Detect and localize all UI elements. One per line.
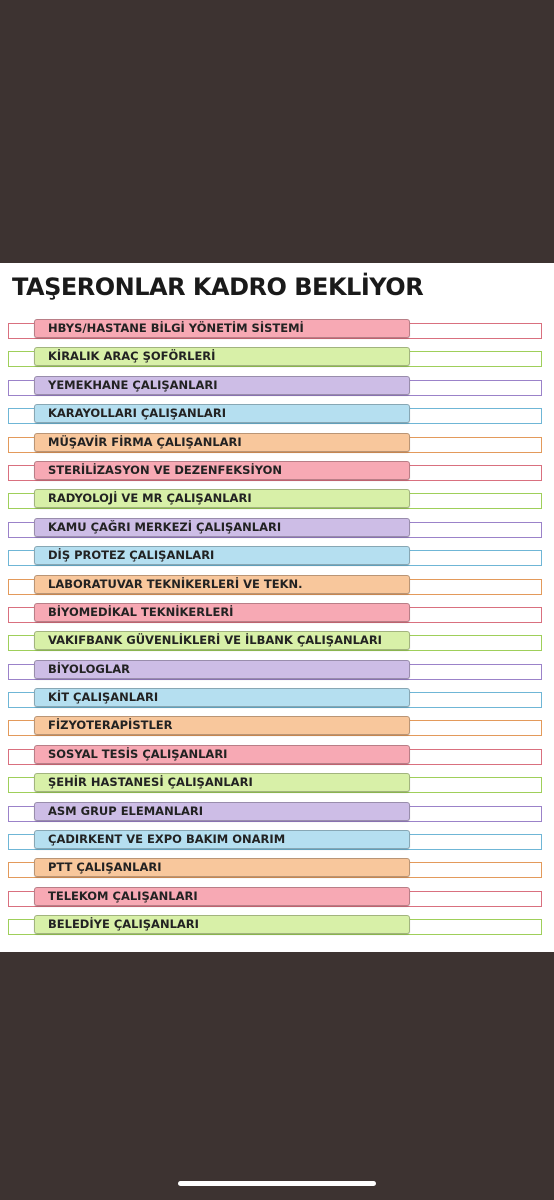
list-item	[0, 911, 554, 939]
item-label: PTT ÇALIŞANLARI	[48, 860, 162, 875]
list-item	[0, 372, 554, 400]
item-label: BİYOMEDİKAL TEKNİKERLERİ	[48, 604, 234, 619]
list-item	[0, 542, 554, 570]
item-label: DİŞ PROTEZ ÇALIŞANLARI	[48, 548, 215, 563]
list-item	[0, 741, 554, 769]
item-label: KAMU ÇAĞRI MERKEZİ ÇALIŞANLARI	[48, 519, 282, 534]
list-item	[0, 826, 554, 854]
item-label: RADYOLOJİ VE MR ÇALIŞANLARI	[48, 491, 252, 506]
list-item	[0, 429, 554, 457]
home-indicator[interactable]	[178, 1181, 376, 1186]
list-item	[0, 400, 554, 428]
list-item	[0, 315, 554, 343]
infographic-image[interactable]	[0, 263, 554, 952]
item-label: ÇADIRKENT VE EXPO BAKIM ONARIM	[48, 832, 286, 847]
item-label: SOSYAL TESİS ÇALIŞANLARI	[48, 746, 228, 761]
item-label: YEMEKHANE ÇALIŞANLARI	[48, 377, 218, 392]
list-item	[0, 769, 554, 797]
item-label: FİZYOTERAPİSTLER	[48, 718, 173, 733]
item-label: ŞEHİR HASTANESİ ÇALIŞANLARI	[48, 775, 253, 790]
item-label: HBYS/HASTANE BİLGİ YÖNETİM SİSTEMİ	[48, 321, 304, 335]
list-item	[0, 854, 554, 882]
list-item	[0, 485, 554, 513]
item-label: KİT ÇALIŞANLARI	[48, 690, 159, 705]
list-item	[0, 343, 554, 371]
list-item	[0, 457, 554, 485]
item-label: BİYOLOGLAR	[48, 661, 130, 676]
list-item	[0, 627, 554, 655]
item-label: KARAYOLLARI ÇALIŞANLARI	[48, 406, 226, 421]
item-label: STERİLİZASYON VE DEZENFEKSİYON	[48, 462, 283, 477]
worker-group-list	[0, 315, 554, 940]
list-item	[0, 599, 554, 627]
item-label: BELEDİYE ÇALIŞANLARI	[48, 917, 199, 932]
list-item	[0, 798, 554, 826]
list-item	[0, 684, 554, 712]
list-item	[0, 883, 554, 911]
list-item	[0, 712, 554, 740]
list-item	[0, 571, 554, 599]
item-label: VAKIFBANK GÜVENLİKLERİ VE İLBANK ÇALIŞANLARI	[48, 633, 382, 648]
list-item	[0, 514, 554, 542]
item-label: KİRALIK ARAÇ ŞOFÖRLERİ	[48, 349, 216, 364]
list-item	[0, 656, 554, 684]
infographic-title: TAŞERONLAR KADRO BEKLİYOR	[12, 273, 424, 301]
item-label: ASM GRUP ELEMANLARI	[48, 803, 204, 818]
item-label: LABORATUVAR TEKNİKERLERİ VE TEKN.	[48, 576, 303, 591]
top-dark-band	[0, 0, 554, 263]
item-label: MÜŞAVİR FİRMA ÇALIŞANLARI	[48, 434, 242, 449]
item-label: TELEKOM ÇALIŞANLARI	[48, 888, 198, 903]
